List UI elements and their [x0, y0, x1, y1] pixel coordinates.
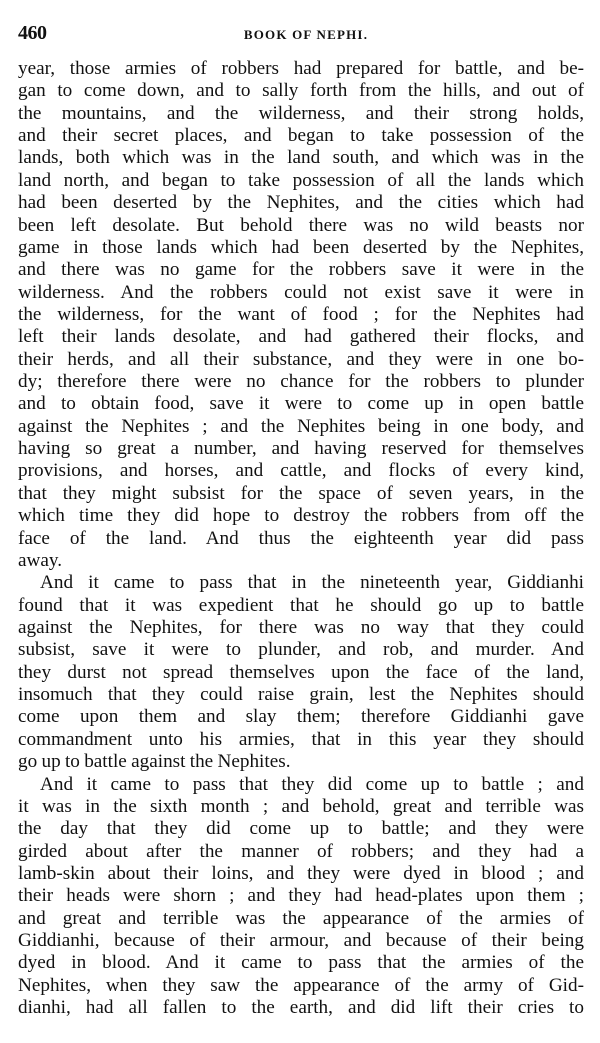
text-line: come upon them and slay them; therefore Giddianhi gave: [18, 706, 584, 728]
text-line: and there was no game for the robbers save it were in the: [18, 259, 584, 281]
text-line: dianhi, had all fallen to the earth, and did lift their cries to: [18, 997, 584, 1019]
text-line: the mountains, and the wilderness, and their strong holds,: [18, 102, 584, 124]
text-line: wilderness. And the robbers could not exist save it were in: [18, 281, 584, 303]
text-line: left their lands desolate, and had gathered their flocks, and: [18, 326, 584, 348]
text-line: they durst not spread themselves upon the face of the land,: [18, 661, 584, 683]
text-line: lands, both which was in the land south, and which was in the: [18, 147, 584, 169]
text-line: dyed in blood. And it came to pass that the armies of the: [18, 952, 584, 974]
paragraph: [18, 572, 584, 773]
text-line: land north, and began to take possession of all the lands which: [18, 169, 584, 191]
text-line: and great and terrible was the appearance of the armies of: [18, 907, 584, 929]
text-line: against the Nephites ; and the Nephites being in one body, and: [18, 415, 584, 437]
text-line: lamb-skin about their loins, and they were dyed in blood ; and: [18, 862, 584, 884]
text-line: commandment unto his armies, that in this year they should: [18, 728, 584, 750]
text-line: game in those lands which had been deserted by the Nephites,: [18, 236, 584, 258]
paragraph: [18, 58, 584, 572]
text-line: provisions, and horses, and cattle, and flocks of every kind,: [18, 460, 584, 482]
text-line: which time they did hope to destroy the robbers from off the: [18, 505, 584, 527]
text-line: girded about after the manner of robbers; and they had a: [18, 840, 584, 862]
text-line: having so great a number, and having reserved for themselves: [18, 438, 584, 460]
text-line: it was in the sixth month ; and behold, great and terrible was: [18, 795, 584, 817]
text-line: the day that they did come up to battle; and they were: [18, 818, 584, 840]
text-line: against the Nephites, for there was no way that they could: [18, 616, 584, 638]
text-line: that they might subsist for the space of seven years, in the: [18, 482, 584, 504]
text-line: and to obtain food, save it were to come up in open battle: [18, 393, 584, 415]
running-head: BOOK OF NEPHI.: [243, 27, 369, 42]
text-line: away.: [18, 549, 63, 571]
text-line: dy; therefore there were no chance for the robbers to plunder: [18, 371, 584, 393]
text-line: their heads were shorn ; and they had head-plates upon them ;: [18, 885, 584, 907]
text-line: found that it was expedient that he should go up to battle: [18, 594, 584, 616]
text-line: their herds, and all their substance, and they were in one bo-: [18, 348, 584, 370]
text-line: year, those armies of robbers had prepared for battle, and be-: [18, 58, 584, 79]
text-line: had been deserted by the Nephites, and the cities which had: [18, 192, 584, 214]
page-body: [18, 58, 584, 1019]
text-line: And it came to pass that they did come up to battle ; and: [40, 773, 584, 795]
text-line: the wilderness, for the want of food ; for the Nephites had: [18, 303, 584, 325]
text-line: Giddianhi, because of their armour, and because of their being: [18, 930, 584, 952]
text-line: gan to come down, and to sally forth from the hills, and out of: [18, 80, 584, 102]
text-line: go up to battle against the Nephites.: [18, 751, 291, 773]
text-line: insomuch that they could raise grain, lest the Nephites should: [18, 684, 584, 706]
text-line: Nephites, when they saw the appearance of the army of Gid-: [18, 974, 584, 996]
page-number: 460: [18, 22, 47, 44]
text-line: And it came to pass that in the nineteenth year, Giddianhi: [40, 572, 584, 594]
text-line: subsist, save it were to plunder, and rob, and murder. And: [18, 639, 584, 661]
page-header: [18, 22, 584, 48]
paragraph: [18, 774, 584, 1020]
text-line: been left desolate. But behold there was no wild beasts nor: [18, 214, 584, 236]
text-line: and their secret places, and began to take possession of the: [18, 125, 584, 147]
text-line: face of the land. And thus the eighteenth year did pass: [18, 527, 584, 549]
